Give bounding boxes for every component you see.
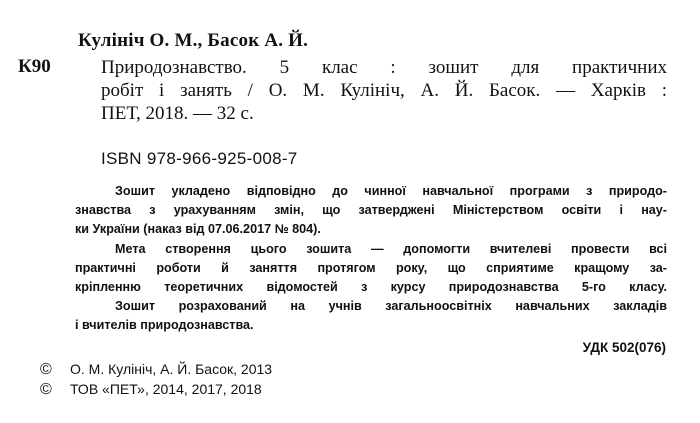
abstract-line: ки України (наказ від 07.06.2017 № 804). (75, 222, 321, 237)
bibliographic-description (101, 56, 667, 125)
bibliographic-line: ПЕТ, 2018. — 32 с. (101, 103, 254, 124)
abstract-line: Зошит укладено відповідно до чинної навчальної програми з природо- (115, 184, 667, 198)
abstract-line: Мета створення цього зошита — допомогти вчителеві провести всі (115, 241, 667, 256)
abstract-line: і вчителів природознавства. (75, 318, 254, 333)
copyright-line-publisher (40, 381, 262, 399)
abstract (75, 182, 667, 336)
classification-code: К90 (18, 56, 51, 77)
udc-code: УДК 502(076) (582, 340, 666, 355)
isbn: ISBN 978-966-925-008-7 (101, 149, 298, 168)
copyright-text: О. М. Кулініч, А. Й. Басок, 2013 (70, 361, 273, 377)
copyright-icon: © (40, 381, 52, 398)
authors-heading: Кулініч О. М., Басок А. Й. (78, 30, 309, 51)
bibliographic-line: робіт і занять / О. М. Кулініч, А. Й. Басок. — Харків : (101, 80, 667, 101)
abstract-line: знавства з урахуванням змін, що затверджені Міністерством освіти і нау- (75, 203, 667, 218)
copyright-text: ТОВ «ПЕТ», 2014, 2017, 2018 (70, 381, 262, 397)
abstract-line: кріпленню теоретичних відомостей з курсу природознавства 5-го класу. (75, 280, 667, 295)
abstract-line: практичні роботи й заняття протягом року, що сприятиме кращому за- (75, 260, 667, 275)
bibliographic-line: Природознавство. 5 клас : зошит для практичних (101, 57, 667, 78)
copyright-icon: © (40, 361, 52, 378)
copyright-line-authors (40, 361, 272, 379)
abstract-line: Зошит розрахований на учнів загальноосвітніх навчальних закладів (115, 299, 667, 314)
